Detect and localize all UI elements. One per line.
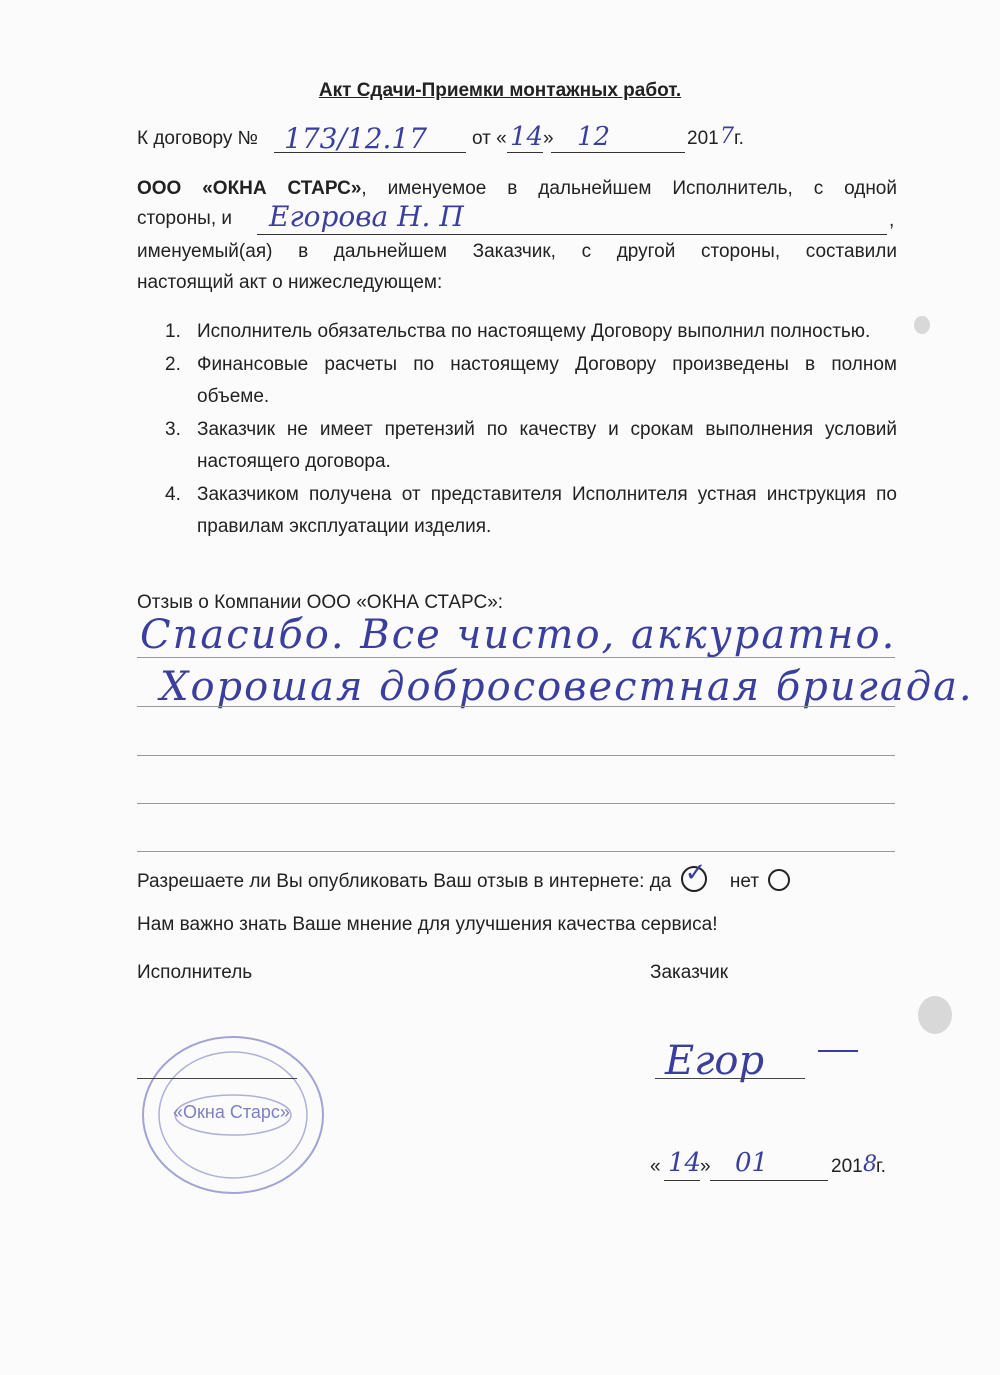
list-item: 2. Финансовые расчеты по настоящему Договору произведены в полном объеме. xyxy=(165,354,897,407)
date-day: 14 xyxy=(668,1148,702,1178)
contract-month: 12 xyxy=(577,122,611,152)
review-handwritten-line2: Хорошая добросовестная бригада. xyxy=(160,664,974,710)
parties-line2-prefix: стороны, и xyxy=(137,208,233,229)
list-item: 1. Исполнитель обязательства по настоящему Договору выполнил полностью. xyxy=(165,321,871,342)
customer-signature: Егор xyxy=(665,1038,765,1084)
scan-spot xyxy=(918,996,952,1034)
company-name: ООО «ОКНА СТАРС» xyxy=(137,178,362,199)
customer-name: Егорова Н. П xyxy=(269,200,464,233)
checkmark-icon: ✓ xyxy=(684,858,707,888)
parties-line3: именуемый(ая) в дальнейшем Заказчик, с другой стороны, составили xyxy=(137,241,897,262)
parties-line4: настоящий акт о нижеследующем: xyxy=(137,272,443,293)
stamp-text: «Окна Старс» xyxy=(173,1102,290,1122)
customer-label: Заказчик xyxy=(650,962,729,983)
scan-spot xyxy=(914,316,930,334)
publish-no-radio[interactable] xyxy=(768,869,790,891)
executor-label: Исполнитель xyxy=(137,962,253,983)
parties-line1: , именуемое в дальнейшем Исполнитель, с одной xyxy=(361,178,897,199)
date-year-prefix: 201 xyxy=(831,1156,863,1177)
publish-yes-radio[interactable] xyxy=(681,858,707,892)
review-rule-4 xyxy=(137,803,895,804)
company-stamp xyxy=(133,1030,333,1200)
contract-line xyxy=(137,122,757,158)
date-close-quote: » xyxy=(700,1156,711,1177)
date-year-digit: 8 xyxy=(863,1152,877,1177)
publish-no-label: нет xyxy=(729,871,760,892)
contract-year-prefix: 201 xyxy=(687,128,719,149)
date-month: 01 xyxy=(735,1148,769,1178)
terms-list xyxy=(165,316,897,544)
date-open-quote: « xyxy=(650,1156,661,1177)
review-rule-5 xyxy=(137,851,895,852)
contract-from-label: от « xyxy=(472,128,507,149)
review-rule-1 xyxy=(137,657,895,658)
contract-year-digit: 7 xyxy=(720,124,734,149)
parties-paragraph xyxy=(137,178,897,298)
contract-prefix: К договору № xyxy=(137,128,259,149)
date-year-suffix: г. xyxy=(876,1156,886,1177)
contract-number: 173/12.17 xyxy=(284,122,428,155)
publish-question-row xyxy=(137,858,790,893)
signed-date xyxy=(650,1148,910,1186)
contract-year-suffix: г. xyxy=(734,128,744,149)
signature-stroke xyxy=(818,1050,858,1052)
list-item: 4. Заказчиком получена от представителя Исполнителя устная инструкция по правилам эксплуатации изделия. xyxy=(165,484,897,537)
review-rule-3 xyxy=(137,755,895,756)
parties-line2-suffix: , xyxy=(889,210,895,231)
contract-mid-quote: » xyxy=(543,128,554,149)
list-item: 3. Заказчик не имеет претензий по качеству и срокам выполнения условий настоящего договора. xyxy=(165,419,897,472)
review-rule-2 xyxy=(137,706,895,707)
contract-day: 14 xyxy=(510,122,544,152)
publish-question: Разрешаете ли Вы опубликовать Ваш отзыв в интернете: да xyxy=(137,871,672,892)
review-label: Отзыв о Компании ООО «ОКНА СТАРС»: xyxy=(137,592,504,613)
feedback-note: Нам важно знать Ваше мнение для улучшения качества сервиса! xyxy=(137,914,718,935)
document-title: Акт Сдачи-Приемки монтажных работ. xyxy=(318,80,682,101)
review-handwritten-line1: Спасибо. Все чисто, аккуратно. xyxy=(140,612,897,658)
